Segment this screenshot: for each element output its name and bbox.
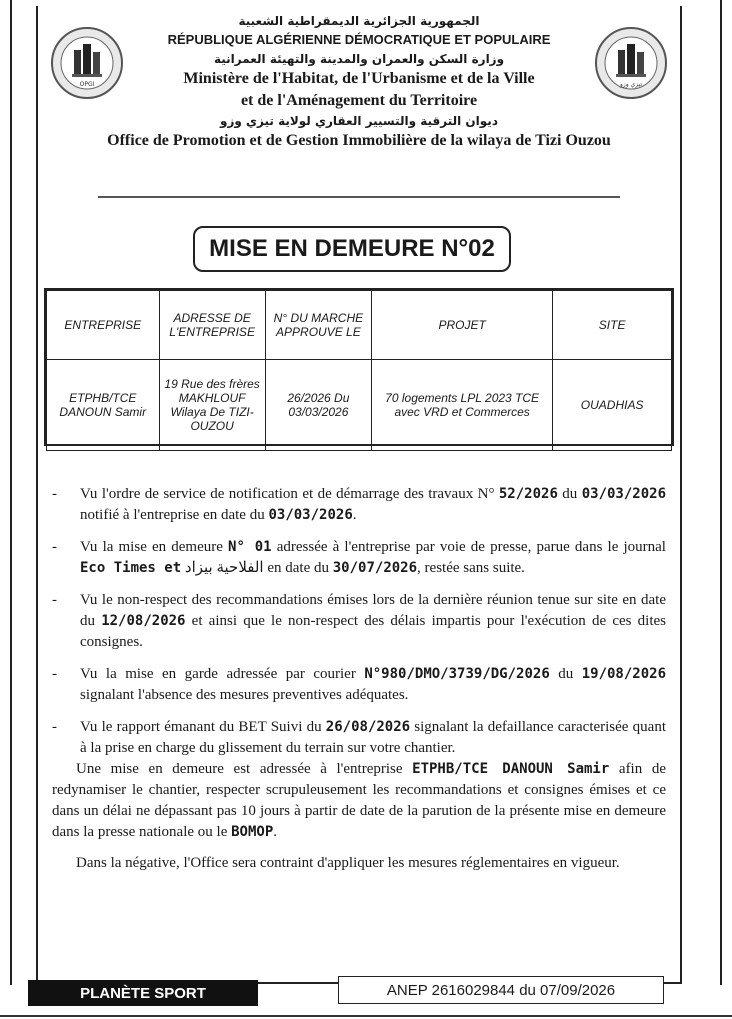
- contract-table: [46, 290, 672, 451]
- list-item: - Vu le rapport émanant du BET Suivi du 26/08/2026 signalant la defaillance caracterisée quant à la prise en charge du glissement du terrain sur votre chantier.: [52, 719, 666, 756]
- left-column-rule: [10, 0, 12, 985]
- letterhead: [38, 14, 680, 150]
- cell-entreprise: ETPHB/TCE DANOUN Samir: [47, 360, 160, 451]
- notice-title: MISE EN DEMEURE N°02: [193, 226, 511, 272]
- letterhead-divider: [98, 196, 620, 198]
- french-republic-name: RÉPUBLIQUE ALGÉRIENNE DÉMOCRATIQUE ET POPULAIRE: [167, 32, 551, 47]
- table-header-row: [47, 291, 672, 360]
- header-entreprise: ENTREPRISE: [47, 291, 160, 360]
- list-item: - Vu la mise en demeure N° 01 adressée à l'entreprise par voie de presse, parue dans le journal Eco Times et الفلاحية بيزاد en date du 30/07/2026, restée sans suite.: [52, 539, 666, 576]
- list-item: - Vu l'ordre de service de notification et de démarrage des travaux N° 52/2026 du 03/03/2026 notifié à l'entreprise en date du 03/03/2026.: [52, 486, 667, 523]
- notice-body: [52, 484, 666, 884]
- list-item: - Vu la mise en garde adressée par courier N°980/DMO/3739/DG/2026 du 19/08/2026 signalant l'absence des mesures preventives adéquates.: [52, 666, 667, 703]
- cell-projet: 70 logements LPL 2023 TCE avec VRD et Commerces: [372, 360, 553, 451]
- cell-marche: 26/2026 Du 03/03/2026: [265, 360, 371, 451]
- cell-adresse: 19 Rue des frères MAKHLOUF Wilaya De TIZI-OUZOU: [159, 360, 265, 451]
- header-marche: N° DU MARCHE APPROUVE LE: [265, 291, 371, 360]
- list-item: - Vu le non-respect des recommandations émises lors de la dernière réunion tenue sur site en date du 12/08/2026 et ainsi que le non-respect des délais impartis pour l'exécution de ces dites consignes.: [52, 592, 666, 650]
- closing-paragraph: Dans la négative, l'Office sera contraint d'appliquer les mesures réglementaires en vigueur.: [76, 855, 620, 871]
- notice-frame: [36, 6, 682, 984]
- header-adresse: ADRESSE DE L'ENTREPRISE: [159, 291, 265, 360]
- svg-text:OPGI: OPGI: [79, 81, 95, 88]
- bottom-divider: [0, 1015, 732, 1017]
- french-ministry-line-1: Ministère de l'Habitat, de l'Urbanisme et de la Ville: [183, 70, 535, 87]
- arabic-office-name: ديوان الترقية والتسيير العقاري لولاية تيزي وزو: [220, 114, 498, 128]
- arabic-republic-name: الجمهورية الجزائرية الديمقراطية الشعبية: [238, 14, 480, 28]
- table-row: [47, 360, 672, 451]
- header-site: SITE: [553, 291, 672, 360]
- anep-reference: ANEP 2616029844 du 07/09/2026: [338, 976, 664, 1004]
- french-office-name: Office de Promotion et de Gestion Immobilière de la wilaya de Tizi Ouzou: [107, 132, 611, 149]
- cell-site: OUADHIAS: [553, 360, 672, 451]
- main-paragraph: Une mise en demeure est adressée à l'entreprise ETPHB/TCE DANOUN Samir afin de redynamiser le chantier, respecter scrupuleusement les recommandations et consignes émises et ce dans un délai ne dépassant pas 10 jours à partir de date de la parution de la présente mise en demeure dans la presse nationale ou le BOMOP.: [52, 761, 666, 840]
- svg-text:تيزي وزو: تيزي وزو: [619, 81, 643, 88]
- arabic-ministry-name: وزارة السكن والعمران والمدينة والتهيئة العمرانية: [213, 52, 505, 66]
- header-projet: PROJET: [372, 291, 553, 360]
- publication-name: PLANÈTE SPORT: [28, 980, 258, 1006]
- french-ministry-line-2: et de l'Aménagement du Territoire: [240, 92, 478, 109]
- right-column-rule: [720, 0, 722, 985]
